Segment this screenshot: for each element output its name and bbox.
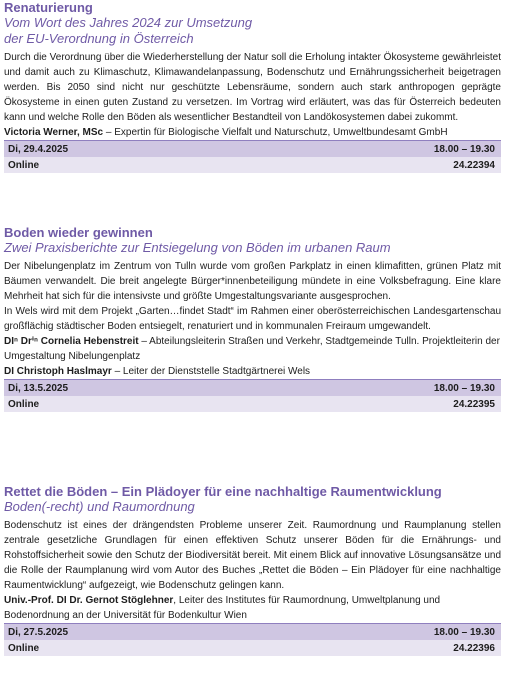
speaker xyxy=(4,125,501,140)
course-time: 18.00 – 19.30 xyxy=(433,626,495,638)
schedule-box xyxy=(4,379,501,412)
speaker xyxy=(4,334,501,364)
course-date: Di, 13.5.2025 xyxy=(8,382,69,394)
course-code: 24.22395 xyxy=(453,398,495,410)
course-boden-wieder-gewinnen xyxy=(4,225,501,412)
date-row xyxy=(4,140,501,157)
course-description-2: In Wels wird mit dem Projekt „Garten…findet Stadt“ im Rahmen einer oberösterreichischen Landesgartenschau großflächig städtischer Boden entsiegelt, renaturiert und in kommunalen Freiraum umgewandelt. xyxy=(4,306,501,332)
schedule-box xyxy=(4,140,501,173)
course-subtitle-line: Boden(-recht) und Raumordnung xyxy=(4,499,195,514)
course-title: Boden wieder gewinnen xyxy=(4,225,153,240)
speaker-name: Victoria Werner, MSc xyxy=(4,127,104,138)
speaker-name: DI Christoph Haslmayr xyxy=(4,366,112,377)
speaker-role: – Abteilungsleiterin Straßen und Verkehr, Stadtgemeinde Tulln. Projektleiterin der Umgestaltung Nibelungenplatz xyxy=(4,336,500,362)
course-time: 18.00 – 19.30 xyxy=(433,143,495,155)
speaker-name: DIⁿ Drⁱⁿ Cornelia Hebenstreit xyxy=(4,336,139,347)
course-renaturierung xyxy=(4,0,501,173)
schedule-box xyxy=(4,623,501,656)
course-date: Di, 27.5.2025 xyxy=(8,626,69,638)
course-location: Online xyxy=(8,642,40,654)
course-subtitle-line: Zwei Praxisberichte zur Entsiegelung von Böden im urbanen Raum xyxy=(4,240,391,255)
speaker-role: – Leiter der Dienststelle Stadtgärtnerei Wels xyxy=(111,366,311,377)
speaker-role: – Expertin für Biologische Vielfalt und Naturschutz, Umweltbundesamt GmbH xyxy=(103,127,448,138)
course-location: Online xyxy=(8,398,40,410)
speaker xyxy=(4,364,501,379)
course-time: 18.00 – 19.30 xyxy=(433,382,495,394)
location-row xyxy=(4,157,501,173)
course-description: Durch die Verordnung über die Wiederherstellung der Natur soll die Erholung intakter Ökosysteme gewährleistet und damit auch zu Klimaschutz, Klimawandelanpassung, Bodenschutz und Ernährungssicherheit beigetragen werden. Bis 2050 sind nicht nur geschützte Lebensräume, sondern auch stark anthropogen geprägte Ökosysteme in einen guten Zustand zu versetzen. Im Vortrag wird erläutert, was das für Österreich bedeuten kann und welche Rolle den Böden als wesentlicher Bestandteil von Landökosystemen dabei zukommt. xyxy=(4,52,501,123)
course-code: 24.22394 xyxy=(453,159,495,171)
course-subtitle-line: der EU-Verordnung in Österreich xyxy=(4,31,194,46)
course-title: Rettet die Böden – Ein Plädoyer für eine nachhaltige Raumentwicklung xyxy=(4,484,442,499)
course-title: Renaturierung xyxy=(4,0,93,15)
speaker-name: Univ.-Prof. DI Dr. Gernot Stöglehner xyxy=(4,595,174,606)
location-row xyxy=(4,640,501,656)
course-date: Di, 29.4.2025 xyxy=(8,143,69,155)
course-description: Bodenschutz ist eines der drängendsten Probleme unserer Zeit. Raumordnung und Raumplanung stellen zentrale gesetzliche Grundlagen für einen effektiven Schutz unserer Böden für die Ernährungs- und Rohstoffsicherheit sowie den Schutz der Biodiversität bereit. Mit einem Blick auf innovative Lösungsansätze und die Rolle der Raumplanung wird vom Autor des Buches „Rettet die Böden – Ein Plädoyer für eine nachhaltige Raumentwicklung“ aufgezeigt, wie Bodenschutz gelingen kann. xyxy=(4,520,501,591)
course-location: Online xyxy=(8,159,40,171)
course-code: 24.22396 xyxy=(453,642,495,654)
date-row xyxy=(4,379,501,396)
course-description: Der Nibelungenplatz im Zentrum von Tulln wurde vom großen Parkplatz in einen klimafitten, grünen Platz mit Bäumen verwandelt. Die breit angelegte Bürger*innenbeteiligung mündete in eine Volksbefragung. Eine klare Mehrheit hat sich für die intensivste und größte Umgestaltungsvariante ausgesprochen. xyxy=(4,261,501,302)
speaker-role: , Leiter des Institutes für Raumordnung, Umweltplanung und Bodenordnung an der Universität für Bodenkultur Wien xyxy=(4,595,441,621)
date-row xyxy=(4,623,501,640)
course-rettet-die-boeden xyxy=(4,484,501,656)
course-subtitle-line: Vom Wort des Jahres 2024 zur Umsetzung xyxy=(4,15,253,30)
location-row xyxy=(4,396,501,412)
speaker xyxy=(4,593,501,623)
